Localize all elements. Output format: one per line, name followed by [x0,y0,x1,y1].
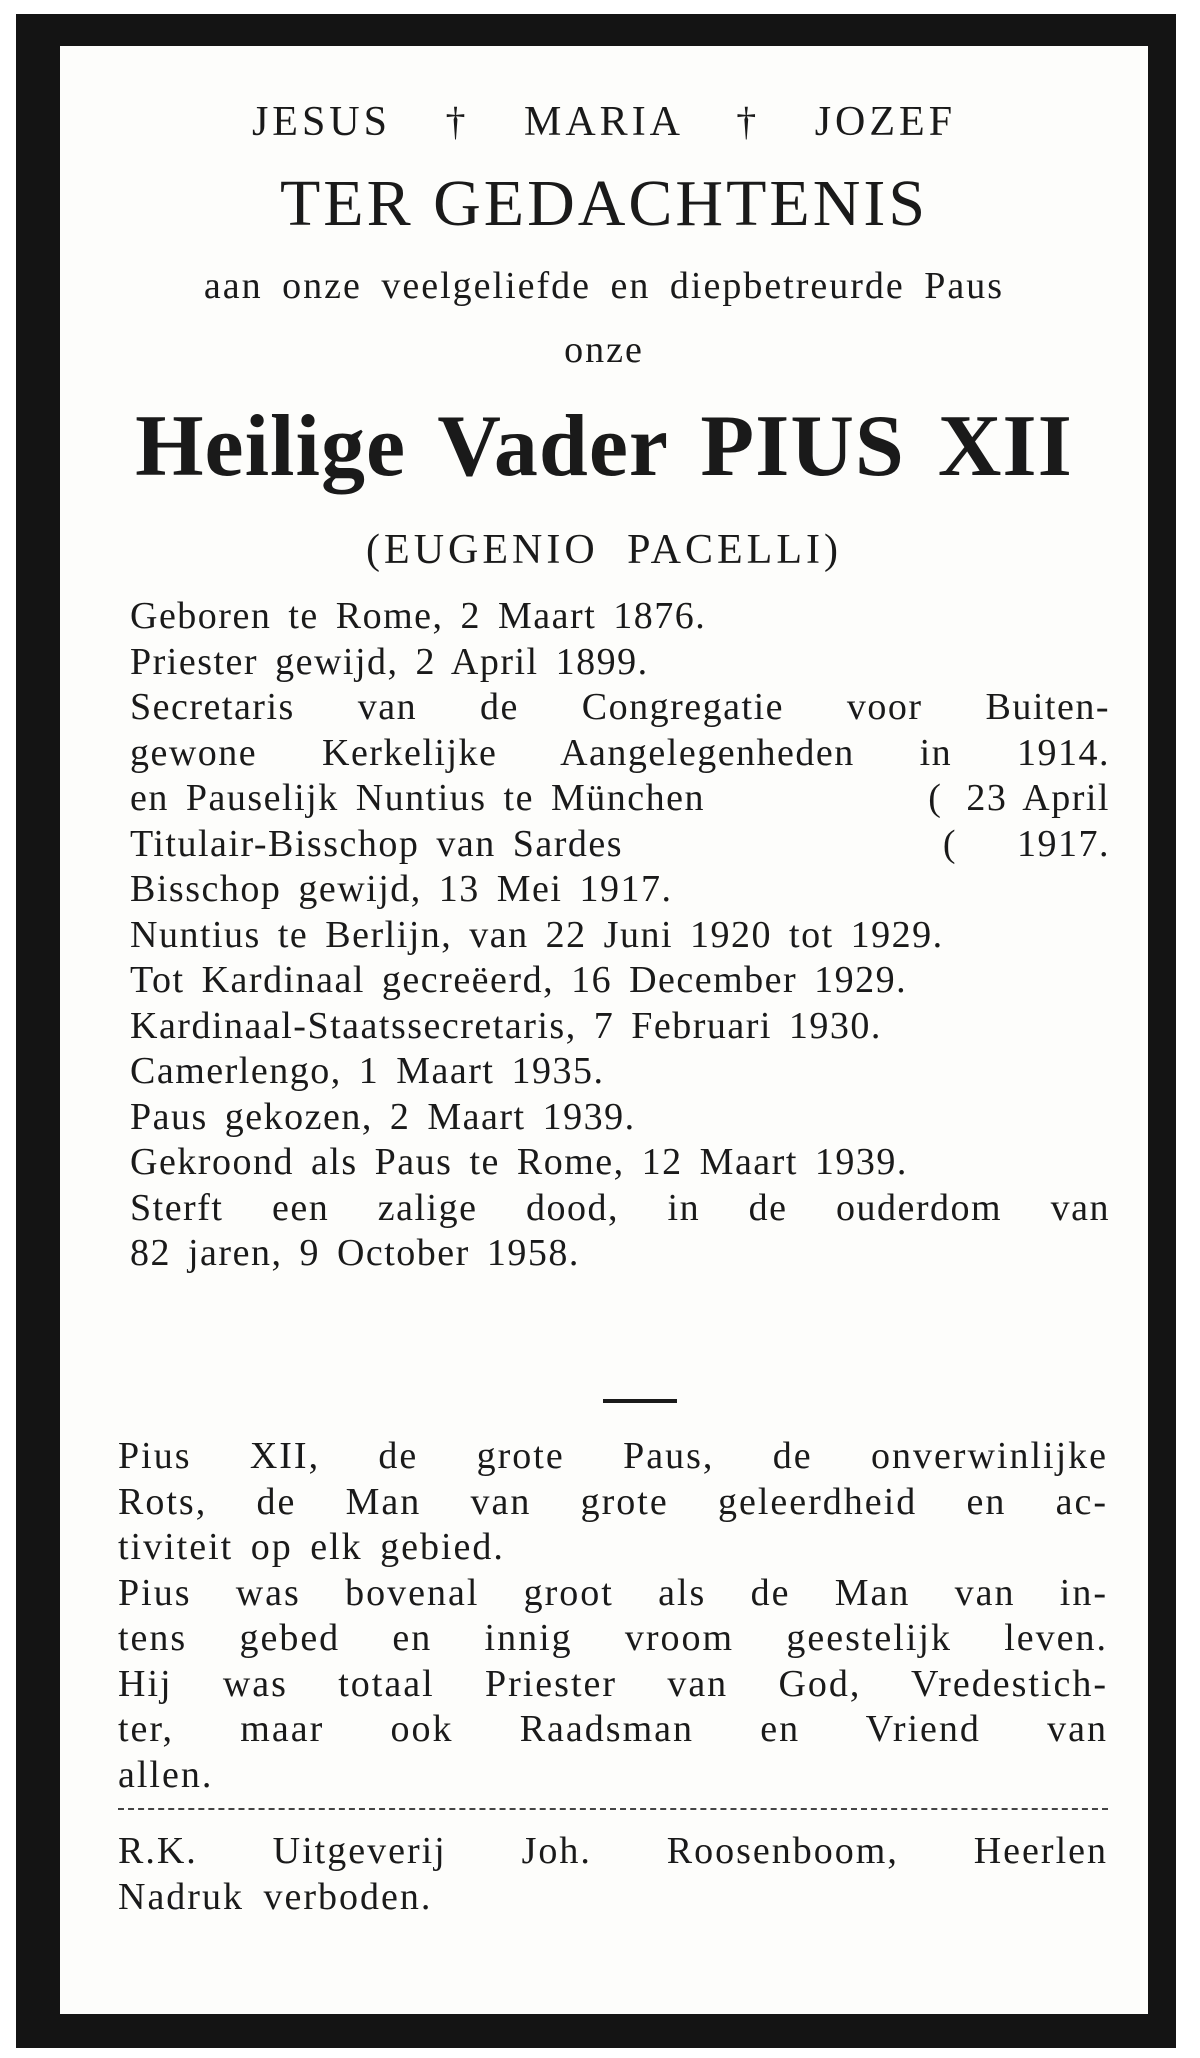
epitaph-line: ter, maar ook Raadsman en Vriend van [118,1708,1108,1750]
invocation [60,98,1148,146]
epitaph-line: Hij was totaal Priester van God, Vredestich- [118,1662,1108,1705]
birth-name: (EUGENIO PACELLI) [366,527,842,573]
brace-icon: ( [942,822,957,865]
fact-line-brace [130,776,1110,822]
fact-line: Camerlengo, 1 Maart 1935. [130,1050,605,1092]
epitaph-line: Pius was bovenal groot als de Man van in- [118,1571,1108,1614]
publisher-line: R.K. Uitgeverij Joh. Roosenboom, Heerlen [118,1830,1108,1872]
fact-line: Kardinaal-Staatssecretaris, 7 Februari 1930. [130,1004,882,1047]
fact-line: Nuntius te Berlijn, van 22 Juni 1920 tot 1929. [130,913,944,956]
fact-line-right: 23 April [966,777,1110,819]
fact-line-right-group [943,822,1110,868]
epitaph [118,1434,1108,1798]
fact-line-right: 1917. [1017,822,1110,865]
memoriam-heading: TER GEDACHTENIS [279,167,929,240]
epitaph-line: allen. [118,1753,214,1796]
fact-line: Bisschop gewijd, 13 Mei 1917. [130,868,673,910]
epitaph-line: Pius XII, de grote Paus, de onverwinlijke [118,1435,1108,1477]
fact-line-left: Titulair-Bisschop van Sardes [130,822,624,865]
dedication: aan onze veelgeliefde en diepbetreurde Paus [203,265,1005,307]
brace-icon: ( [928,777,943,819]
copyright-notice: Nadruk verboden. [118,1876,433,1918]
divider [603,1399,677,1403]
fact-line: Secretaris van de Congregatie voor Buiten- [130,686,1110,728]
invocation-jozef: JOZEF [814,99,957,145]
cross-icon: † [445,99,470,144]
epitaph-line: Rots, de Man van grote geleerdheid en ac- [118,1480,1108,1523]
fact-line: 82 jaren, 9 October 1958. [130,1232,580,1274]
page-title: Heilige Vader PIUS XII [135,398,1073,495]
fact-line: Sterft een zalige dood, in de ouderdom van [130,1186,1110,1229]
epitaph-line: tens gebed en innig vroom geestelijk leven. [118,1617,1108,1659]
biography-facts [130,594,1110,1277]
dedication-onze: onze [564,329,644,371]
fact-line-left: en Pauselijk Nuntius te München [130,777,705,819]
fact-line: Geboren te Rome, 2 Maart 1876. [130,595,707,637]
fact-line: Tot Kardinaal gecreëerd, 16 December 1929. [130,959,908,1001]
fact-line-brace [130,822,1110,868]
divider [118,1808,1108,1810]
fact-line: Priester gewijd, 2 April 1899. [130,640,649,683]
cross-icon: † [736,99,761,144]
invocation-maria: MARIA [524,99,682,145]
imprint [118,1828,1108,1920]
epitaph-line: tiviteit op elk gebied. [118,1526,505,1568]
memorial-card [60,46,1148,2014]
invocation-jesus: JESUS [251,99,391,145]
fact-line: Gekroond als Paus te Rome, 12 Maart 1939. [130,1141,908,1183]
fact-line: Paus gekozen, 2 Maart 1939. [130,1095,636,1138]
fact-line: gewone Kerkelijke Aangelegenheden in 1914. [130,731,1110,774]
fact-line-right-group [928,776,1110,822]
